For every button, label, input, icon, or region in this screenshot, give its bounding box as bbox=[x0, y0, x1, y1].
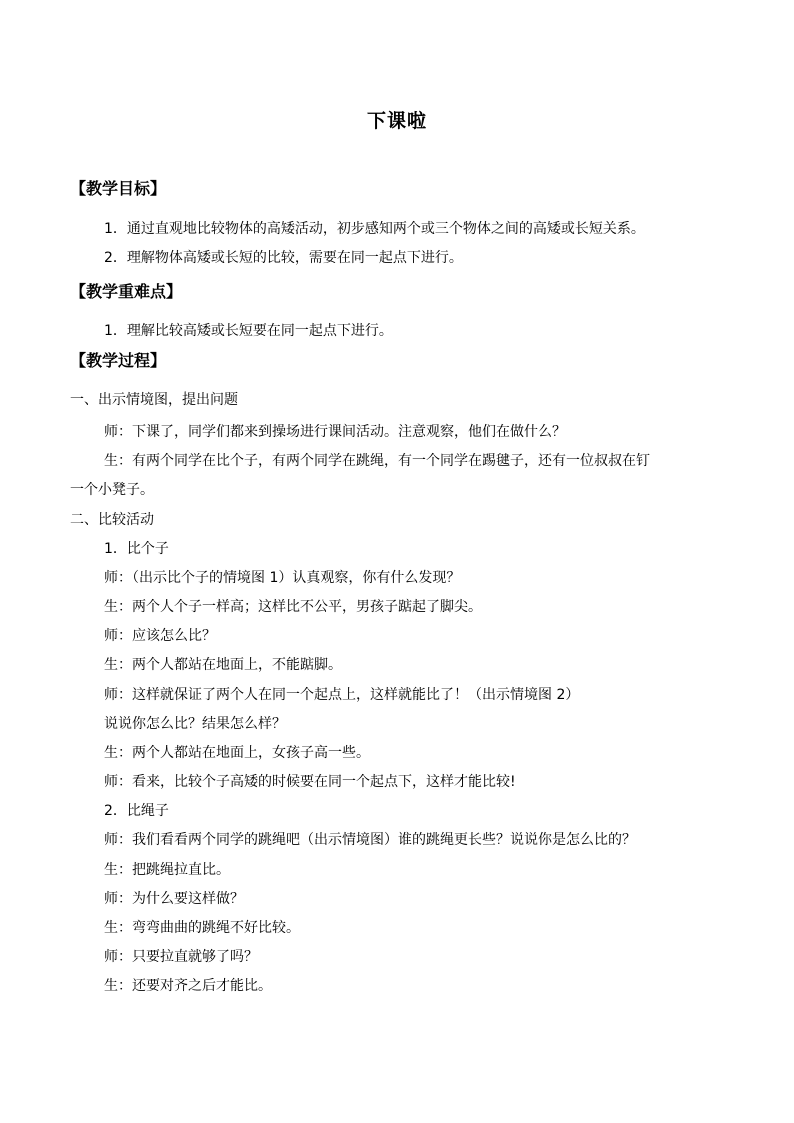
process-line: 师：为什么要这样做？ bbox=[104, 891, 244, 907]
process-line: 师：（出示比个子的情境图 1）认真观察，你有什么发现？ bbox=[104, 570, 461, 586]
section-heading-key-points: 【教学重难点】 bbox=[70, 282, 183, 301]
process-line: 二、比较活动 bbox=[70, 512, 154, 528]
goal-item: 2．理解物体高矮或长短的比较，需要在同一起点下进行。 bbox=[104, 250, 463, 266]
process-line: 1．比个子 bbox=[104, 541, 169, 557]
key-point-item: 1．理解比较高矮或长短要在同一起点下进行。 bbox=[104, 323, 393, 339]
process-line: 师：只要拉直就够了吗？ bbox=[104, 949, 258, 965]
process-line: 生：两个人个子一样高；这样比不公平，男孩子踮起了脚尖。 bbox=[104, 599, 482, 615]
process-line: 生：两个人都站在地面上，不能踮脚。 bbox=[104, 657, 342, 673]
process-line: 师：应该怎么比？ bbox=[104, 628, 216, 644]
process-line: 生：还要对齐之后才能比。 bbox=[104, 978, 272, 994]
section-heading-goals: 【教学目标】 bbox=[70, 179, 167, 198]
process-line: 生：有两个同学在比个子，有两个同学在跳绳，有一个同学在踢毽子，还有一位叔叔在钉 bbox=[104, 453, 650, 469]
process-line: 生：两个人都站在地面上，女孩子高一些。 bbox=[104, 745, 370, 761]
section-heading-process: 【教学过程】 bbox=[70, 351, 167, 370]
process-line: 一、出示情境图，提出问题 bbox=[70, 392, 238, 408]
process-line: 生：把跳绳拉直比。 bbox=[104, 862, 230, 878]
process-line: 一个小凳子。 bbox=[70, 482, 154, 498]
process-line: 生：弯弯曲曲的跳绳不好比较。 bbox=[104, 920, 300, 936]
goal-item: 1．通过直观地比较物体的高矮活动，初步感知两个或三个物体之间的高矮或长短关系。 bbox=[104, 221, 645, 237]
process-line: 师：看来，比较个子高矮的时候要在同一个起点下，这样才能比较! bbox=[104, 774, 516, 790]
process-line: 说说你怎么比？结果怎么样？ bbox=[104, 716, 286, 732]
process-line: 师：下课了，同学们都来到操场进行课间活动。注意观察，他们在做什么？ bbox=[104, 424, 566, 440]
process-line: 2．比绳子 bbox=[104, 803, 169, 819]
page-title: 下课啦 bbox=[366, 110, 427, 132]
process-line: 师：这样就保证了两个人在同一个起点上，这样就能比了！（出示情境图 2） bbox=[104, 687, 580, 703]
process-line: 师：我们看看两个同学的跳绳吧（出示情境图）谁的跳绳更长些？说说你是怎么比的？ bbox=[104, 832, 636, 848]
